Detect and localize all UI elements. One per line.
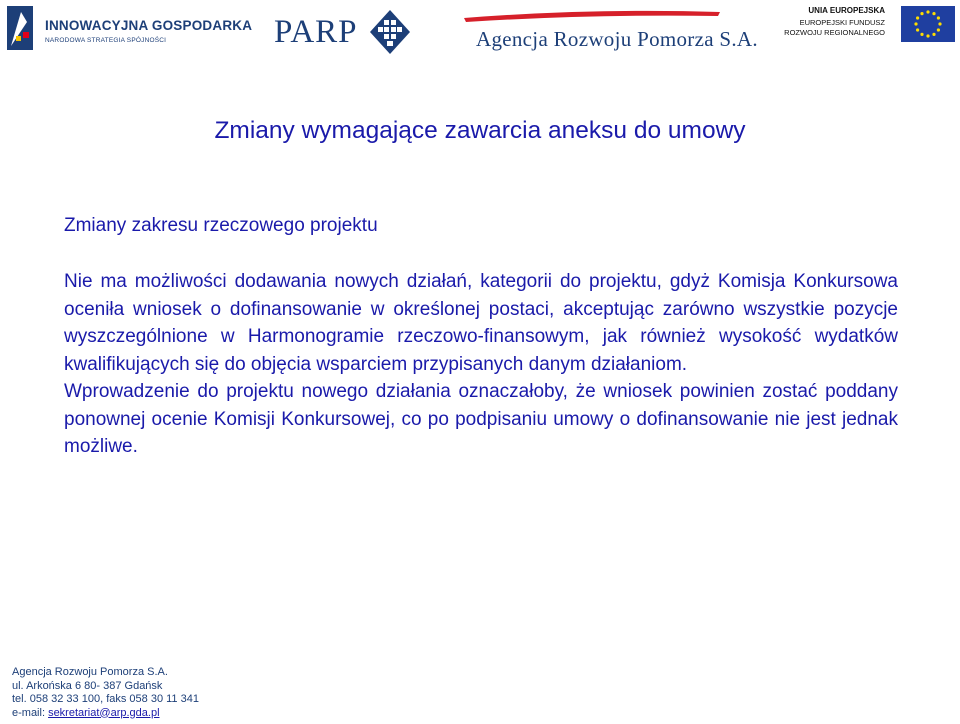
- arp-swoosh-icon: [462, 6, 722, 28]
- footer-contact: [12, 666, 199, 720]
- body-paragraph-2: Wprowadzenie do projektu nowego działania oznaczałoby, że wniosek powinien zostać poddany ponownej ocenie Komisji Konkursowej, co po podpisaniu umowy o dofinansowanie nie jest jednak możliwe.: [64, 381, 898, 457]
- eu-flag-icon: [901, 6, 955, 42]
- eu-line-2: EUROPEJSKI FUNDUSZ: [799, 18, 885, 27]
- slide-title: Zmiany wymagające zawarcia aneksu do umowy: [214, 117, 746, 144]
- slide-subtitle: Zmiany zakresu rzeczowego projektu: [64, 215, 378, 236]
- body-paragraph-1: Nie ma możliwości dodawania nowych działań, kategorii do projektu, gdyż Komisja Konkursowa oceniła wniosek o dofinansowanie w określonej postaci, akceptując zarówno wszystkie pozycje wyszczególnione w Harmonogramie rzeczowo-finansowym, jak również wysokość wydatków kwalifikujących się do objęcia wsparciem przypisanych danym działaniom.: [64, 271, 898, 375]
- innowacyjna-gospodarka-mark-icon: [7, 6, 37, 50]
- footer-email-label: e-mail:: [12, 706, 49, 719]
- footer-address: ul. Arkońska 6 80- 387 Gdańsk: [12, 679, 163, 692]
- ig-subtitle: NARODOWA STRATEGIA SPÓJNOŚCI: [45, 37, 167, 44]
- footer-email-line: [12, 707, 199, 721]
- ig-title: INNOWACYJNA GOSPODARKA: [45, 18, 253, 33]
- eu-line-1: UNIA EUROPEJSKA: [808, 6, 885, 15]
- eu-logo: [784, 6, 955, 46]
- eu-line-3: ROZWOJU REGIONALNEGO: [784, 28, 885, 37]
- header-logos: [0, 0, 960, 60]
- footer-phone: tel. 058 32 33 100, faks 058 30 11 341: [12, 693, 199, 705]
- footer-email-link[interactable]: sekretariat@arp.gda.pl: [48, 706, 160, 719]
- arp-logo: [462, 6, 758, 54]
- arp-logo-text: Agencja Rozwoju Pomorza S.A.: [476, 27, 758, 51]
- parp-logo: [274, 10, 414, 56]
- slide-body: [64, 268, 898, 461]
- innowacyjna-gospodarka-logo: [7, 6, 253, 52]
- footer-org: Agencja Rozwoju Pomorza S.A.: [12, 666, 168, 678]
- parp-diamond-icon: [370, 10, 410, 54]
- parp-logo-text: PARP: [274, 14, 358, 50]
